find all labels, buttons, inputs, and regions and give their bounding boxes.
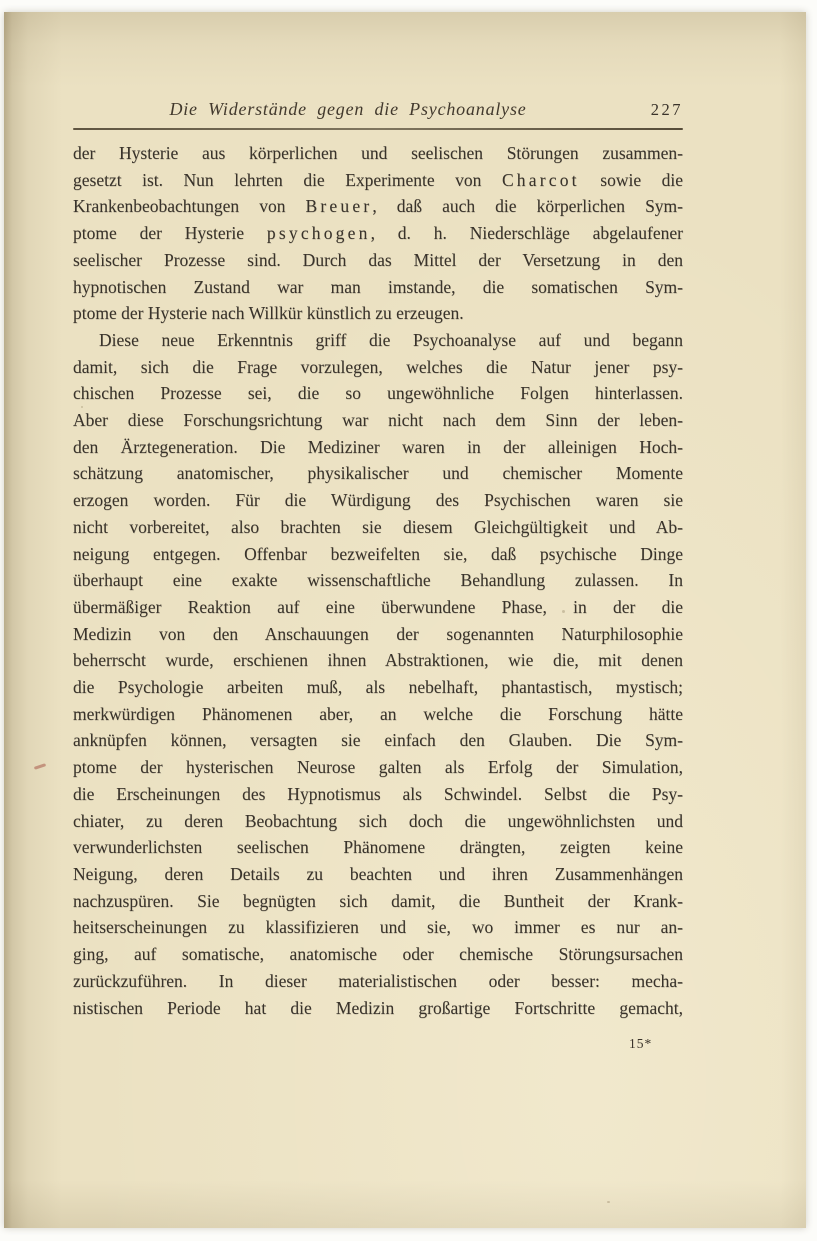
text-line: chischen Prozesse sei, die so ungewöhnliche Folgen hinterlassen.	[73, 383, 683, 404]
text-line: nistischen Periode hat die Medizin großartige Fortschritte gemacht,	[73, 997, 683, 1018]
text-line: überhaupt eine exakte wissenschaftliche Behandlung zulassen. In	[73, 570, 683, 591]
text-line: beherrscht wurde, erschienen ihnen Abstraktionen, wie die, mit denen	[73, 650, 683, 671]
text-line: hypnotischen Zustand war man imstande, die somatischen Sym-	[73, 276, 683, 297]
text-line: anknüpfen können, versagten sie einfach den Glauben. Die Sym-	[73, 730, 683, 751]
text-line: heitserscheinungen zu klassifizieren und sie, wo immer es nur an-	[73, 917, 683, 938]
text-line: Medizin von den Anschauungen der sogenannten Naturphilosophie	[73, 623, 683, 644]
text-line: zurückzuführen. In dieser materialistischen oder besser: mecha-	[73, 970, 683, 991]
page-number: 227	[650, 100, 683, 119]
text-line: Aber diese Forschungsrichtung war nicht nach dem Sinn der leben-	[73, 410, 683, 431]
header-title: Die Widerstände gegen die Psychoanalyse	[169, 99, 527, 119]
text-line: seelischer Prozesse sind. Durch das Mittel der Versetzung in den	[73, 249, 683, 270]
header-rule	[73, 128, 683, 130]
text-line: ptome der Hysterie psychogen, d. h. Niederschläge abgelaufener	[73, 223, 683, 244]
text-line: übermäßiger Reaktion auf eine überwundene Phase, in der die	[73, 596, 683, 617]
book-page	[4, 12, 806, 1228]
text-line: ptome der hysterischen Neurose galten als Erfolg der Simulation,	[73, 757, 683, 778]
running-header	[73, 99, 683, 125]
text-line: gesetzt ist. Nun lehrten die Experimente von Charcot sowie die	[73, 169, 683, 190]
text-line: ptome der Hysterie nach Willkür künstlich zu erzeugen.	[73, 303, 464, 324]
text-line: merkwürdigen Phänomenen aber, an welche die Forschung hätte	[73, 703, 683, 724]
text-line: Diese neue Erkenntnis griff die Psychoanalyse auf und begann	[99, 329, 683, 350]
text-line: der Hysterie aus körperlichen und seelischen Störungen zusammen-	[73, 143, 683, 163]
letterspaced-name: Breuer	[305, 196, 373, 217]
letterspaced-name: Charcot	[501, 169, 580, 190]
text-line: Krankenbeobachtungen von Breuer, daß auch die körperlichen Sym-	[73, 196, 683, 217]
text-line: nachzuspüren. Sie begnügten sich damit, die Buntheit der Krank-	[73, 890, 683, 911]
letterspaced-name: psychogen	[266, 223, 371, 244]
text-column	[73, 12, 683, 1228]
text-line: neigung entgegen. Offenbar bezweifelten sie, daß psychische Dinge	[73, 543, 683, 564]
text-line: ging, auf somatische, anatomische oder chemische Störungsursachen	[73, 944, 683, 965]
text-line: schätzung anatomischer, physikalischer und chemischer Momente	[73, 463, 683, 484]
text-line: verwunderlichsten seelischen Phänomene drängten, zeigten keine	[73, 837, 683, 858]
text-line: die Psychologie arbeiten muß, als nebelhaft, phantastisch, mystisch;	[73, 677, 683, 698]
text-line: erzogen worden. Für die Würdigung des Psychischen waren sie	[73, 490, 683, 511]
paragraph	[73, 140, 683, 327]
text-line: die Erscheinungen des Hypnotismus als Schwindel. Selbst die Psy-	[73, 783, 683, 804]
paragraph	[73, 327, 683, 1021]
body-text	[73, 140, 683, 1021]
margin-pencil-mark	[34, 763, 46, 770]
signature-mark: 15*	[629, 1036, 653, 1051]
text-line: den Ärztegeneration. Die Mediziner waren in der alleinigen Hoch-	[73, 436, 683, 457]
text-line: chiater, zu deren Beobachtung sich doch die ungewöhnlichsten und	[73, 810, 683, 831]
text-line: nicht vorbereitet, also brachten sie diesem Gleichgültigkeit und Ab-	[73, 516, 683, 537]
text-line: damit, sich die Frage vorzulegen, welches die Natur jener psy-	[73, 356, 683, 377]
text-line: Neigung, deren Details zu beachten und ihren Zusammenhängen	[73, 863, 683, 884]
